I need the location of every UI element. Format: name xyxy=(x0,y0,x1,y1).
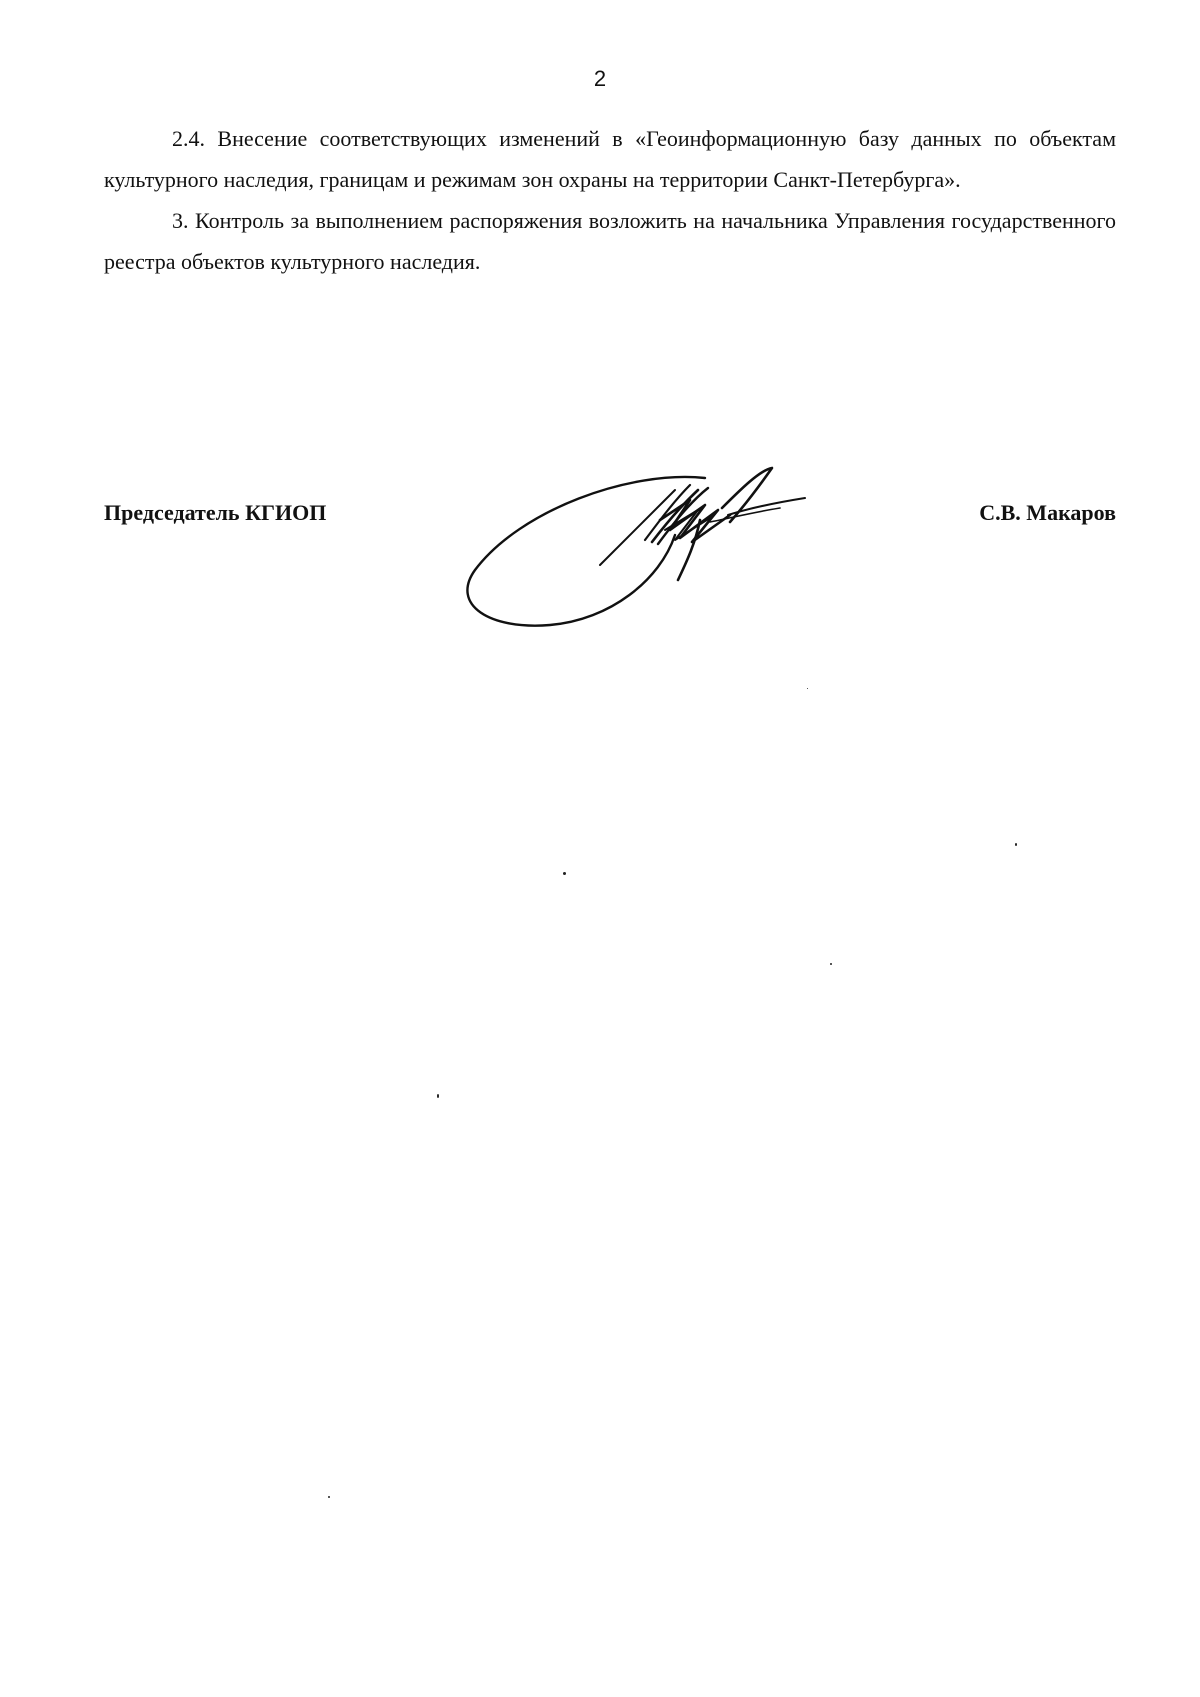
scan-speck xyxy=(807,688,808,689)
scan-speck xyxy=(1015,843,1017,846)
scan-speck xyxy=(563,872,566,875)
handwritten-signature xyxy=(460,460,840,640)
page-number: 2 xyxy=(593,66,607,91)
scan-speck xyxy=(437,1094,439,1098)
scan-speck xyxy=(830,963,832,965)
scan-speck xyxy=(328,1496,330,1498)
document-body xyxy=(104,118,1116,282)
paragraph-3: 3. Контроль за выполнением распоряжения возложить на начальника Управления государственного реестра объектов культурного наследия. xyxy=(104,208,1116,274)
paragraph-2-4: 2.4. Внесение соответствующих изменений в «Геоинформационную базу данных по объектам культурного наследия, границам и режимам зон охраны на территории Санкт-Петербурга». xyxy=(104,126,1116,192)
signatory-name: С.В. Макаров xyxy=(979,500,1116,525)
signatory-title: Председатель КГИОП xyxy=(104,500,327,525)
